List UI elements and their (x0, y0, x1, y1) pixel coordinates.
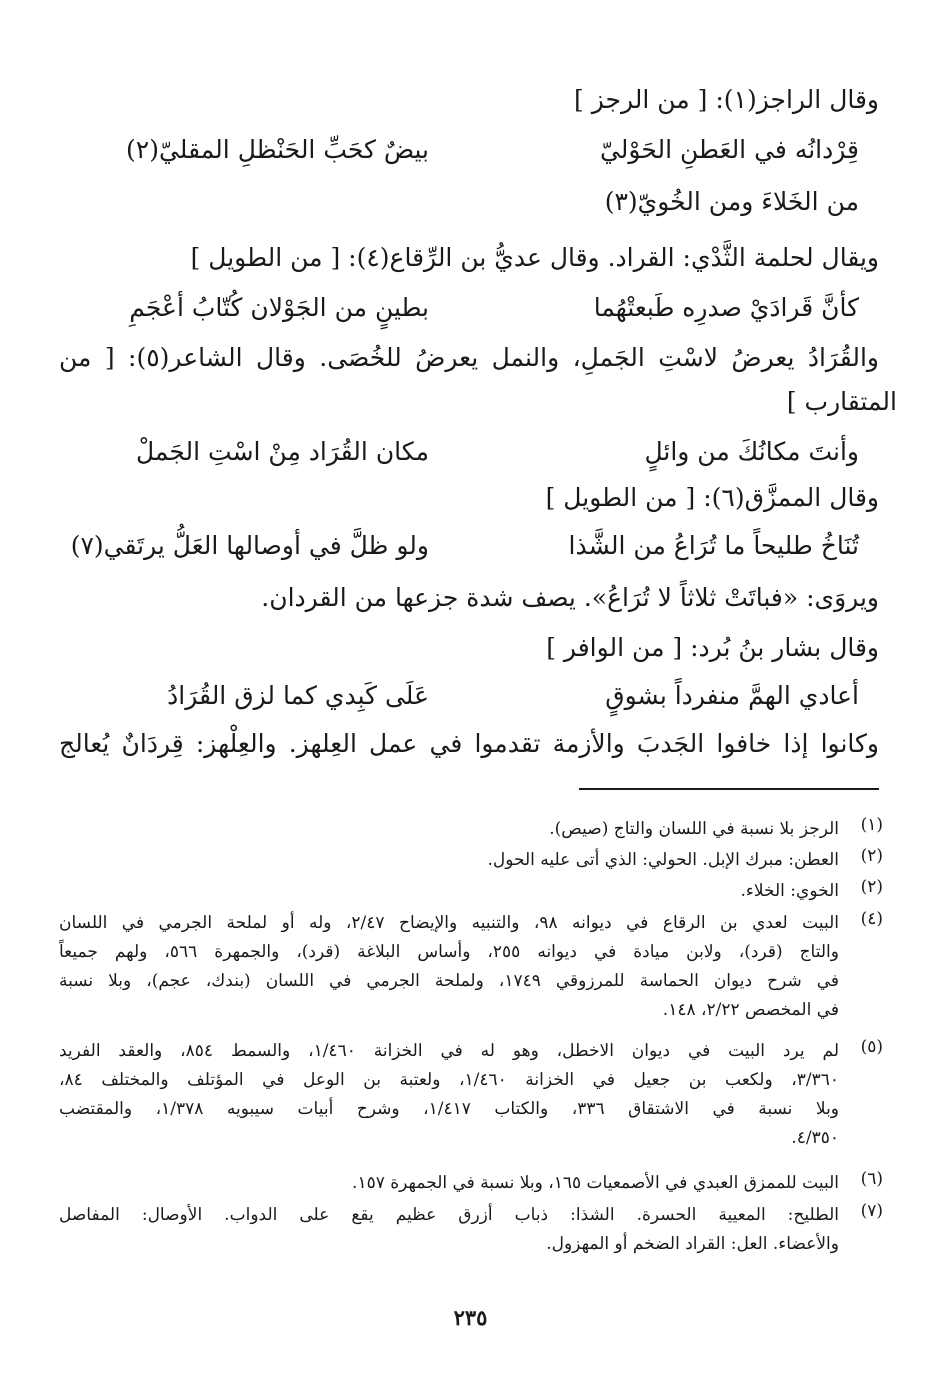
text-line: وقال بشار بنُ بُرد: [ من الوافر ] (546, 633, 879, 662)
verse-line (69, 432, 859, 476)
footnote-line: في المخصص ٢/٢٢، ١٤٨. (662, 1000, 839, 1020)
verse-line (69, 130, 859, 174)
footnote-line: البيت لعدي بن الرقاع في ديوانه ٩٨، والتنبيه والإيضاح ٢/٤٧، وله أو لملحة الجرمي في اللسان (59, 913, 839, 933)
footnote-line: لم يرد البيت في ديوان الاخطل، وهو له في الخزانة ١/٤٦٠، والسمط ٨٥٤، والعقد الفريد (59, 1041, 839, 1061)
footnote-line: البيت للممزق العبدي في الأصمعيات ١٦٥، وبلا نسبة في الجمهرة ١٥٧. (352, 1173, 839, 1193)
text-line: والقُرَادُ يعرضُ لاسْتِ الجَملِ، والنمل يعرضُ للخُصَى. وقال الشاعر(٥): [ من (59, 343, 879, 372)
text-line: وكانوا إذا خافوا الجَدبَ والأزمة تقدموا في عمل العِلهز. والعِلْهز: قِردَانٌ يُعالج (59, 729, 879, 758)
footnote-line: ٤/٣٥٠. (791, 1128, 839, 1148)
footnote-number: (٢) (860, 846, 883, 866)
text-line: وقال الممزَّق(٦): [ من الطويل ] (545, 483, 879, 512)
text-line: وقال الراجز(١): [ من الرجز ] (574, 85, 879, 114)
verse-hemistich-second: مكان القُرَاد مِنْ اسْتِ الجَملْ (136, 437, 429, 466)
footnote-line: والتاج (قرد)، ولابن ميادة في ديوانه ٢٥٥، وأساس البلاغة (قرد)، والجمهرة ٥٦٦، ولهم جميعاً (59, 942, 839, 962)
footnote-number: (٤) (860, 909, 883, 929)
text-line: ويقال لحلمة الثَّدْي: القراد. وقال عديُّ بن الرِّقاع(٤): [ من الطويل ] (190, 243, 879, 272)
verse-hemistich-second: بطينٍ من الجَوْلان كُتّابُ أعْجَمِ (129, 293, 429, 322)
footnote-divider (579, 788, 879, 790)
footnote-line: ٣/٣٦٠، ولكعب بن جعيل في الخزانة ١/٤٦٠، ولعتبة بن الوعل في المؤتلف والمختلف ٨٤، (59, 1070, 839, 1090)
footnote-line: في شرح ديوان الحماسة للمرزوقي ١٧٤٩، ولملحة الجرمي في اللسان (بندك، عجم)، وبلا نسبة (59, 971, 840, 991)
footnote-number: (٦) (860, 1169, 883, 1189)
verse-hemistich-second: ولو ظلَّ في أوصالها العَلُّ يرتَقي(٧) (70, 531, 429, 560)
page-number: ٢٣٥ (453, 1305, 488, 1330)
verse-line (69, 526, 859, 570)
footnote-line: والأعضاء. العل: القراد الضخم أو المهزول. (546, 1234, 839, 1254)
verse-hemistich-first: أعادي الهمَّ منفرداً بشوقٍ (605, 681, 859, 710)
footnote-line: الرجز بلا نسبة في اللسان والتاج (صيص). (549, 819, 839, 839)
text-line: المتقارب ] (786, 387, 897, 416)
footnote-number: (٥) (860, 1037, 883, 1057)
verse-line (69, 676, 859, 720)
verse-hemistich-first: كأنَّ قَرادَيْ صدرِه طَبعتْهُما (593, 293, 859, 322)
footnote-line: العطن: مبرك الإبل. الحولي: الذي أتى عليه الحول. (487, 850, 839, 870)
verse-hemistich-second: عَلَى كَبِدي كما لزق القُرَادُ (167, 681, 429, 710)
footnote-number: (٢) (860, 877, 883, 897)
verse-hemistich-first: قِرْدانُه في العَطنِ الحَوْليّ (599, 135, 859, 164)
footnote-number: (١) (860, 815, 883, 835)
text-line: ويروَى: «فباتَتْ ثلاثاً لا تُرَاعُ». يصف شدة جزعها من القردان. (261, 583, 879, 612)
verse-hemistich-first: وأنتَ مكانُكَ من وائلٍ (644, 437, 859, 466)
verse-hemistich-second: بيضٌ كحَبِّ الحَنْظلِ المقليّ(٢) (126, 135, 429, 164)
text-line: من الخَلاءَ ومن الخُويّ(٣) (604, 187, 859, 216)
verse-hemistich-first: تُنَاخُ طليحاً ما تُرَاعُ من الشَّذا (568, 531, 859, 560)
footnote-line: وبلا نسبة في الاشتقاق ٣٣٦، والكتاب ١/٤١٧، وشرح أبيات سيبويه ١/٣٧٨، والمقتضب (59, 1099, 840, 1119)
verse-line (69, 288, 859, 332)
footnote-line: الطليح: المعيية الحسرة. الشذا: ذباب أزرق عظيم يقع على الدواب. الأوصال: المفاصل (59, 1205, 839, 1225)
footnote-number: (٧) (860, 1201, 883, 1221)
footnote-line: الخوي: الخلاء. (740, 881, 839, 901)
